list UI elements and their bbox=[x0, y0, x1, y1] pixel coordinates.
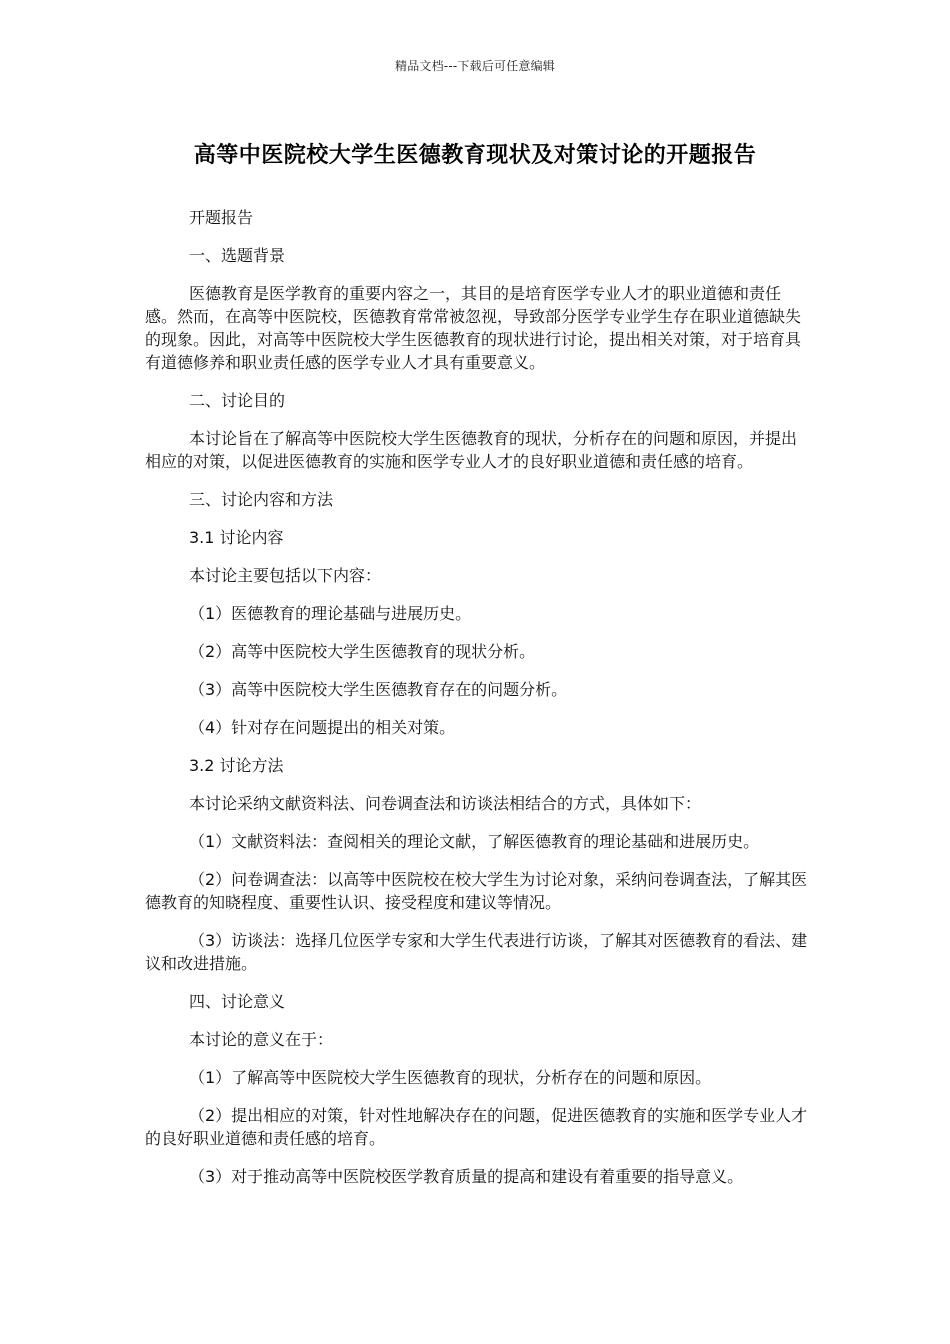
header-note: 精品文档---下载后可任意编辑 bbox=[395, 59, 555, 73]
list-item-content-3: （3）高等中医院校大学生医德教育存在的问题分析。 bbox=[189, 680, 568, 699]
list-item-significance-3: （3）对于推动高等中医院校医学教育质量的提高和建设有着重要的指导意义。 bbox=[189, 1167, 744, 1186]
heading-purpose: 二、讨论目的 bbox=[189, 391, 286, 410]
subheading-content: 3.1 讨论内容 bbox=[189, 528, 284, 547]
list-item-method-2: （2）问卷调查法：以高等中医院校在校大学生为讨论对象，采纳问卷调查法，了解其医德教育的知晓程度、重要性认识、接受程度和建议等情况。 bbox=[145, 870, 808, 912]
list-item-significance-1: （1）了解高等中医院校大学生医德教育的现状，分析存在的问题和原因。 bbox=[189, 1068, 712, 1087]
paragraph-method-intro: 本讨论采纳文献资料法、问卷调查法和访谈法相结合的方式，具体如下： bbox=[189, 794, 702, 813]
heading-significance: 四、讨论意义 bbox=[189, 992, 286, 1011]
paragraph-significance-intro: 本讨论的意义在于： bbox=[189, 1030, 334, 1049]
paragraph-content-intro: 本讨论主要包括以下内容： bbox=[189, 566, 382, 585]
list-item-content-1: （1）医德教育的理论基础与进展历史。 bbox=[189, 604, 472, 623]
paragraph-background: 医德教育是医学教育的重要内容之一，其目的是培育医学专业人才的职业道德和责任感。然而，在高等中医院校，医德教育常常被忽视，导致部分医学专业学生存在职业道德缺失的现象。因此，对高等中医院校大学生医德教育的现状进行讨论，提出相关对策，对于培育具有道德修养和职业责任感的医学专业人才具有重要意义。 bbox=[145, 284, 802, 372]
paragraph-purpose: 本讨论旨在了解高等中医院校大学生医德教育的现状，分析存在的问题和原因，并提出相应的对策，以促进医德教育的实施和医学专业人才的良好职业道德和责任感的培育。 bbox=[145, 429, 798, 471]
heading-background: 一、选题背景 bbox=[189, 246, 286, 265]
list-item-method-1: （1）文献资料法：查阅相关的理论文献，了解医德教育的理论基础和进展历史。 bbox=[189, 832, 760, 851]
list-item-content-4: （4）针对存在问题提出的相关对策。 bbox=[189, 718, 456, 737]
document-body bbox=[145, 206, 810, 1203]
section-label-report: 开题报告 bbox=[189, 208, 254, 227]
subheading-method: 3.2 讨论方法 bbox=[189, 756, 284, 775]
document-title: 高等中医院校大学生医德教育现状及对策讨论的开题报告 bbox=[193, 143, 757, 168]
list-item-significance-2: （2）提出相应的对策，针对性地解决存在的问题，促进医德教育的实施和医学专业人才的良好职业道德和责任感的培育。 bbox=[145, 1106, 808, 1148]
list-item-method-3: （3）访谈法：选择几位医学专家和大学生代表进行访谈，了解其对医德教育的看法、建议和改进措施。 bbox=[145, 931, 808, 973]
heading-content-method: 三、讨论内容和方法 bbox=[189, 490, 334, 509]
list-item-content-2: （2）高等中医院校大学生医德教育的现状分析。 bbox=[189, 642, 536, 661]
